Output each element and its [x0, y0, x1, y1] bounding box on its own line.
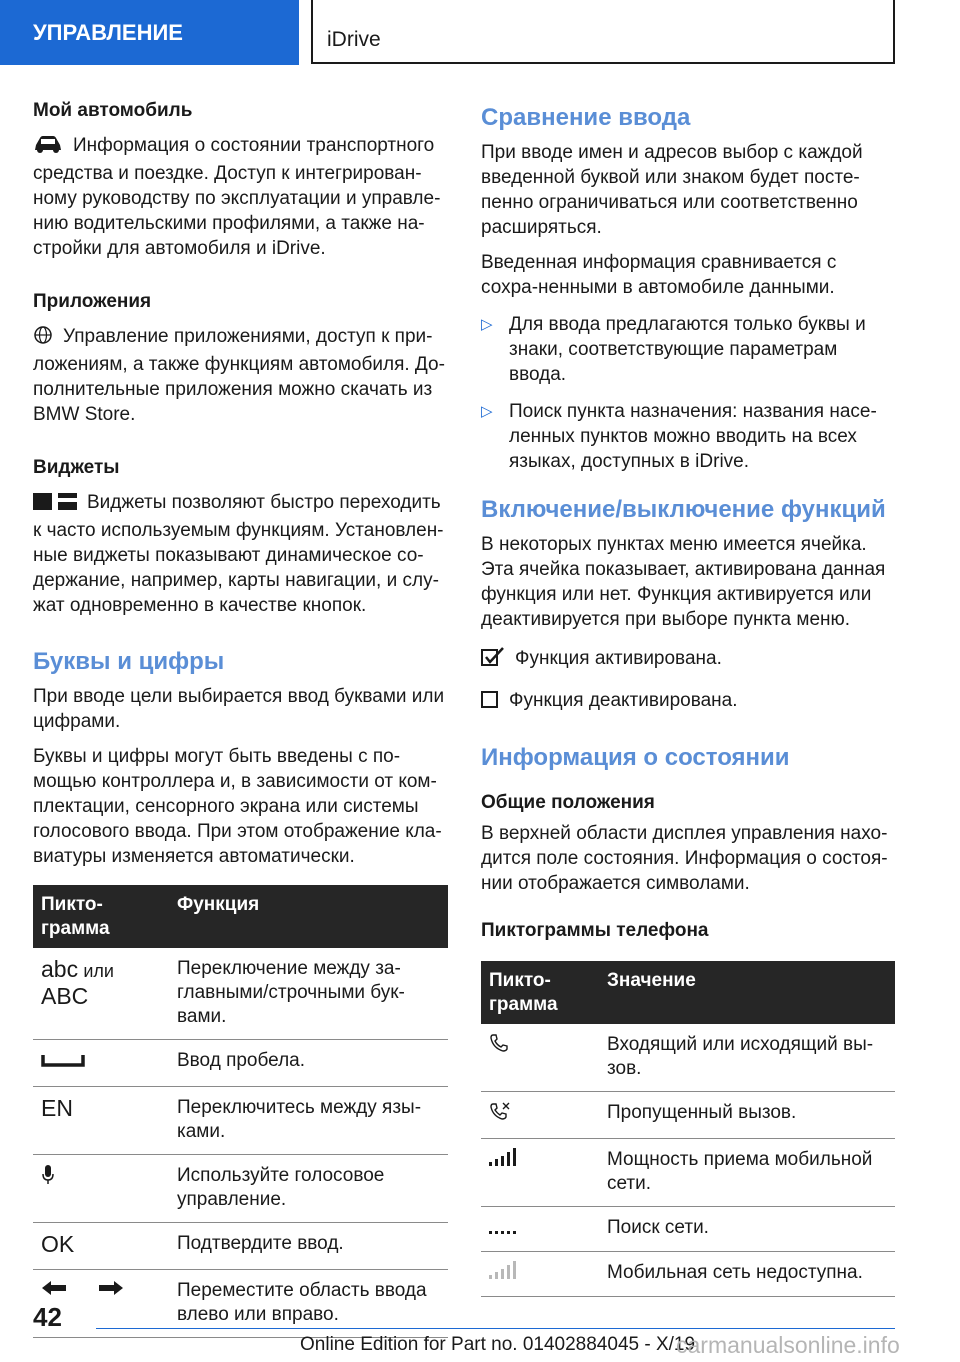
table-cell-text: Мобильная сеть недоступна.	[599, 1252, 895, 1297]
table-row	[481, 1092, 895, 1139]
car-icon	[33, 134, 63, 161]
apps-globe-icon	[33, 325, 53, 352]
apps-heading: Приложения	[33, 291, 152, 312]
table-cell-pictogram	[33, 948, 169, 1040]
page-number: 42	[33, 1302, 62, 1332]
widgets-heading: Виджеты	[33, 457, 120, 478]
toggle-title: Включение/выключение функций	[481, 496, 886, 523]
phone-table	[481, 961, 895, 1297]
uppercase-glyph: ABC	[41, 983, 89, 1009]
table-cell-pictogram	[33, 1040, 169, 1087]
network-search-icon	[489, 1218, 517, 1239]
or-label: или	[83, 961, 114, 981]
status-p1: В верхней области дисплея управления нахо-дится поле состояния. Информация о состоя-нии отображается символами.	[481, 823, 888, 894]
table-col-pictogram: Пикто-грамма	[481, 961, 599, 1024]
table-header	[481, 961, 895, 1024]
section-tab: УПРАВЛЕНИЕ	[0, 0, 299, 65]
bullet-text: Для ввода предлагаются только буквы и знаки, соответствующие параметрам ввода.	[509, 314, 866, 385]
table-cell-text: Входящий или исходящий вы-зов.	[599, 1024, 895, 1092]
table-row	[481, 1024, 895, 1092]
table-cell-text: Переместите область ввода влево или вправо.	[169, 1270, 448, 1338]
signal-strength-icon	[489, 1150, 517, 1171]
status-title: Информация о состоянии	[481, 744, 790, 771]
letters-p2: Буквы и цифры могут быть введены с по-мощью контроллера и, в зависимости от ком-плектации, сенсорного экрана или системы голосового ввода. При этом отображение кла-виатуры изменяется автоматически.	[33, 746, 442, 867]
table-row	[33, 948, 448, 1040]
apps-text: Управление приложениями, доступ к при-ложениям, а также функциям автомобиля. До-полнительные приложения можно скачать из BMW Store.	[33, 326, 445, 425]
table-cell-pictogram	[33, 1223, 169, 1270]
status-subheading: Общие положения	[481, 792, 655, 813]
table-cell-text: Ввод пробела.	[169, 1040, 448, 1087]
toggle-off-line	[481, 688, 896, 716]
left-column	[33, 98, 448, 1338]
language-glyph: EN	[41, 1095, 73, 1121]
table-cell-text: Переключение между за-главными/строчными бук-вами.	[169, 948, 448, 1040]
car-text: Информация о состоянии транспортного средства и поездке. Доступ к интегрирован-ному руководству по эксплуатации и управле-нию водительскими профилями, а также на-стройки для автомобиля и iDrive.	[33, 135, 441, 259]
checkbox-checked-icon	[481, 647, 505, 674]
ok-glyph: OK	[41, 1231, 75, 1257]
table-row	[33, 1223, 448, 1270]
table-row	[481, 1207, 895, 1252]
missed-call-icon	[489, 1105, 511, 1126]
edition-text: Online Edition for Part no. 01402884045 - X/19	[300, 1334, 696, 1355]
letters-p1: При вводе цели выбирается ввод буквами или цифрами.	[33, 686, 445, 732]
toggle-p1: В некоторых пунктах меню имеется ячейка. Эта ячейка показывает, активирована данная функция или нет. Функция активируется или деактивируется при выборе пункта меню.	[481, 534, 886, 630]
watermark: carmanualsonline.info	[676, 1332, 900, 1358]
table-cell-text: Пропущенный вызов.	[599, 1092, 895, 1139]
keyboard-table	[33, 885, 448, 1338]
microphone-icon	[41, 1170, 55, 1191]
arrow-left-icon	[41, 1280, 67, 1301]
triangle-bullet-icon: ▷	[481, 316, 493, 333]
checkbox-empty-icon	[481, 691, 499, 716]
toggle-off-text: Функция деактивирована.	[509, 690, 738, 711]
table-cell-pictogram	[481, 1207, 599, 1252]
table-row	[481, 1139, 895, 1207]
car-heading: Мой автомобиль	[33, 100, 193, 121]
table-col-meaning: Значение	[599, 961, 895, 1024]
table-cell-pictogram	[33, 1087, 169, 1155]
compare-bullet-1	[481, 312, 896, 387]
compare-title: Сравнение ввода	[481, 104, 691, 131]
toggle-on-line	[481, 646, 896, 674]
table-col-pictogram: Пикто-грамма	[33, 885, 169, 948]
table-row	[481, 1252, 895, 1297]
table-row	[33, 1087, 448, 1155]
chapter-title: iDrive	[311, 0, 895, 64]
table-cell-pictogram	[33, 1155, 169, 1223]
footer-divider	[96, 1328, 895, 1329]
phone-call-icon	[489, 1037, 509, 1058]
table-row	[33, 1040, 448, 1087]
table-header	[33, 885, 448, 948]
table-row	[33, 1155, 448, 1223]
bullet-text: Поиск пункта назначения: названия насе-ленных пунктов можно вводить на всех языках, доступных в iDrive.	[509, 401, 877, 472]
table-cell-pictogram	[481, 1092, 599, 1139]
abc-glyph: abc	[41, 956, 79, 982]
widgets-text: Виджеты позволяют быстро переходить к часто используемым функциям. Установлен-ные виджеты показывают динамическое со-держание, например, карты навигации, и слу-жат одновременно в качестве кнопок.	[33, 492, 444, 616]
table-cell-pictogram	[481, 1252, 599, 1297]
space-icon	[41, 1053, 85, 1074]
arrow-right-icon	[98, 1280, 124, 1301]
widgets-paragraph	[33, 490, 448, 618]
table-cell-text: Поиск сети.	[599, 1207, 895, 1252]
table-cell-pictogram	[481, 1024, 599, 1092]
table-cell-text: Мощность приема мобильной сети.	[599, 1139, 895, 1207]
phone-heading: Пиктограммы телефона	[481, 920, 709, 941]
table-cell-text: Используйте голосовое управление.	[169, 1155, 448, 1223]
car-paragraph	[33, 133, 448, 261]
widgets-icon	[33, 491, 77, 518]
table-cell-text: Переключитесь между язы-ками.	[169, 1087, 448, 1155]
compare-p2: Введенная информация сравнивается с сохра-ненными в автомобиле данными.	[481, 252, 837, 298]
triangle-bullet-icon: ▷	[481, 403, 493, 420]
table-cell-text: Подтвердите ввод.	[169, 1223, 448, 1270]
toggle-on-text: Функция активирована.	[515, 648, 722, 669]
compare-bullet-2	[481, 399, 896, 474]
letters-title: Буквы и цифры	[33, 648, 225, 675]
no-network-icon	[489, 1263, 517, 1284]
apps-paragraph	[33, 324, 448, 427]
table-cell-pictogram	[481, 1139, 599, 1207]
right-column	[481, 102, 896, 1297]
table-col-function: Функция	[169, 885, 448, 948]
compare-p1: При вводе имен и адресов выбор с каждой введенной буквой или знаком будет посте-пенно ограничиваться или соответственно расширяться.	[481, 142, 863, 238]
